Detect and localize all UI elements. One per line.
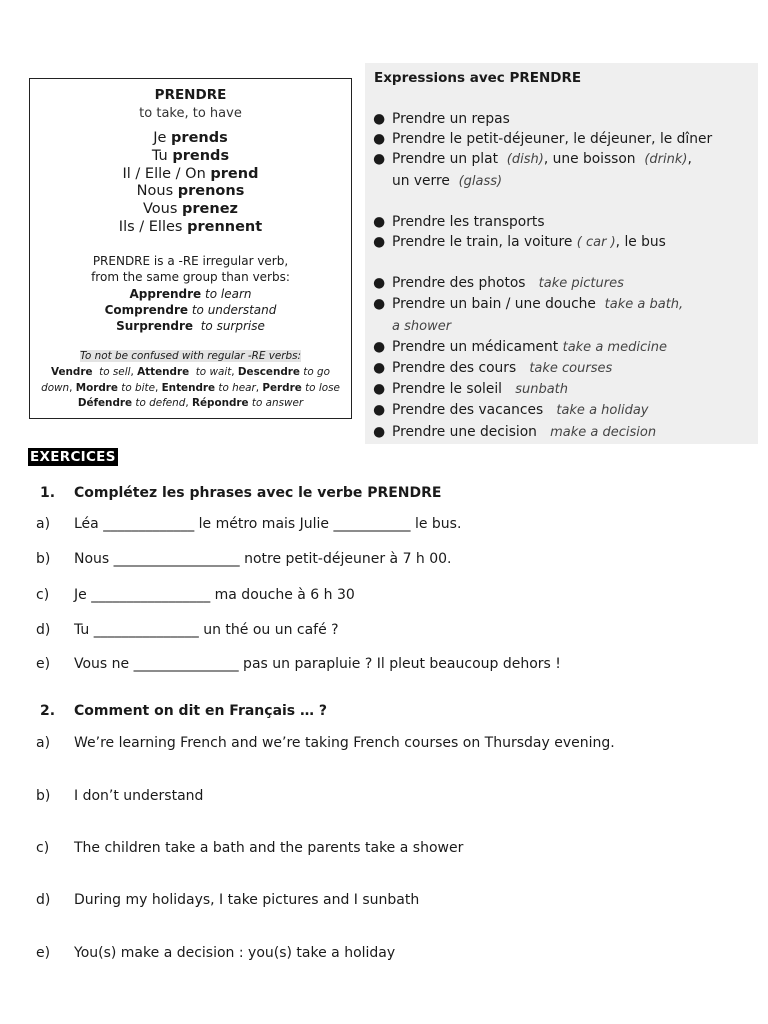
bullet-icon: ● (373, 151, 386, 168)
item-label: b) (36, 788, 51, 804)
bullet-icon: ● (373, 213, 386, 230)
expression-item: ● Prendre un plat (dish), une boisson (drink), (373, 149, 754, 170)
item-text: We’re learning French and we’re taking French courses on Thursday evening. (74, 735, 615, 751)
verb-title: PRENDRE (154, 87, 227, 103)
item-text: Je _________________ ma douche à 6 h 30 (74, 587, 355, 603)
item-text: I don’t understand (74, 788, 204, 804)
similar-verb: Comprendre to understand (104, 302, 277, 317)
bullet-icon: ● (373, 234, 386, 251)
expression-item: ● Prendre le petit-déjeuner, le déjeuner, le dîner (373, 129, 754, 149)
item-label: a) (36, 516, 51, 532)
form-row: Tu prends (151, 147, 230, 164)
form-row: Nous prenons (136, 183, 245, 200)
bullet-icon: ● (373, 338, 386, 355)
expression-item: ● Prendre les transports (373, 212, 754, 232)
verb-translation: to take, to have (139, 106, 242, 121)
expression-item: ● Prendre le soleil sunbath (373, 379, 754, 400)
similar-verb: Apprendre to learn (129, 286, 252, 301)
item-label: d) (36, 892, 51, 908)
item-label: e) (36, 656, 51, 672)
item-text: Vous ne _______________ pas un parapluie ? Il pleut beaucoup dehors ! (74, 656, 561, 672)
bullet-icon: ● (373, 423, 386, 440)
item-label: a) (36, 735, 51, 751)
expression-item: ● Prendre un médicament take a medicine (373, 337, 754, 358)
item-text: Tu _______________ un thé ou un café ? (74, 622, 339, 638)
regular-verbs-note: To not be confused with regular -RE verbs: Vendre to sell, Attendre to wait, Descendre to go down, Mordre to bite, Entendre to hear, Perdre to lose Défendre to defend, Répondre to answer (41, 350, 340, 410)
expressions-title: Expressions avec PRENDRE (374, 70, 582, 86)
bullet-icon: ● (373, 402, 386, 419)
item-label: b) (36, 551, 51, 567)
item-text: Léa _____________ le métro mais Julie ___________ le bus. (74, 516, 462, 532)
form-row: Il / Elle / On prend (122, 165, 259, 182)
exercises-badge: EXERCICES (30, 449, 116, 465)
expression-continuation: a shower (392, 318, 452, 334)
form-row: Vous prenez (143, 201, 238, 218)
question-title: Comment on dit en Français … ? (74, 703, 328, 719)
item-label: c) (36, 587, 50, 603)
item-text: Nous __________________ notre petit-déjeuner à 7 h 00. (74, 551, 452, 567)
confuse-title: To not be confused with regular -RE verbs: (79, 350, 302, 362)
form-row: Je prends (153, 130, 228, 146)
question-number: 2. (40, 703, 56, 719)
expression-item: ● Prendre des photos take pictures (373, 273, 754, 294)
item-text: You(s) make a decision : you(s) take a holiday (74, 945, 396, 961)
bullet-icon: ● (373, 275, 386, 292)
expressions-panel (365, 63, 758, 444)
bullet-icon: ● (373, 360, 386, 377)
bullet-icon: ● (373, 296, 386, 313)
bullet-icon: ● (373, 111, 386, 127)
expression-item: ● Prendre un bain / une douche take a bath, (373, 294, 754, 315)
similar-verb: Surprendre to surprise (116, 319, 265, 334)
item-text: The children take a bath and the parents take a shower (74, 840, 464, 856)
question-number: 1. (40, 485, 56, 501)
bullet-icon: ● (373, 381, 386, 398)
expression-item: ● Prendre une decision make a decision (373, 422, 754, 443)
expression-item: ● Prendre un repas (373, 109, 754, 129)
question-title: Complétez les phrases avec le verbe PRENDRE (74, 485, 442, 501)
expression-item: ● Prendre le train, la voiture ( car ), le bus (373, 232, 754, 253)
expressions-list (373, 109, 754, 443)
expression-continuation: un verre (glass) (392, 172, 503, 189)
expression-item: ● Prendre des vacances take a holiday (373, 400, 754, 421)
conjugation-forms (30, 130, 351, 237)
verb-group-note: PRENDRE is a -RE irregular verb, from the same group than verbs: Apprendre to learn Comprendre to understand Surprendre to surprise (30, 253, 351, 334)
conjugation-box (29, 78, 352, 419)
item-label: d) (36, 622, 51, 638)
form-row: Ils / Elles prennent (118, 218, 263, 235)
expression-item: ● Prendre des cours take courses (373, 358, 754, 379)
bullet-icon: ● (373, 131, 386, 148)
item-label: c) (36, 840, 50, 856)
item-text: During my holidays, I take pictures and I sunbath (74, 892, 420, 908)
item-label: e) (36, 945, 51, 961)
